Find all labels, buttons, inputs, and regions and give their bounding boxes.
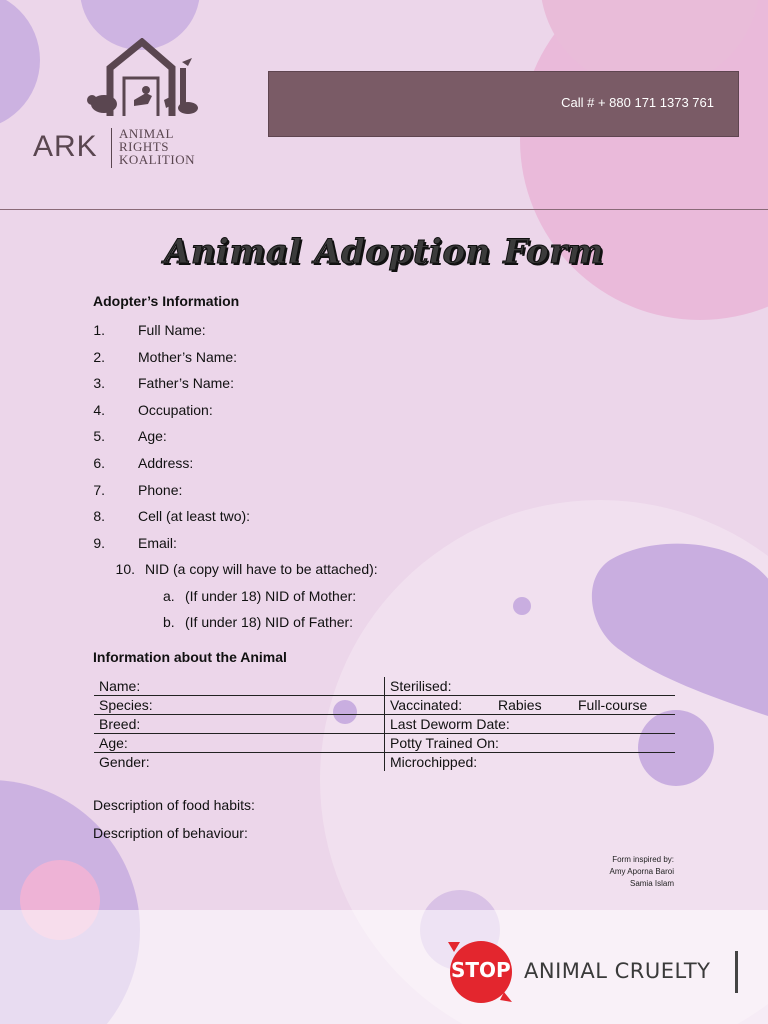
footer-bar bbox=[735, 951, 738, 993]
header-divider bbox=[0, 209, 768, 210]
table-row: Breed: Last Deworm Date: bbox=[94, 715, 675, 734]
food-habits-label: Description of food habits: bbox=[93, 797, 255, 813]
logo-separator bbox=[111, 128, 112, 168]
animal-info-table bbox=[94, 677, 675, 771]
behaviour-label: Description of behaviour: bbox=[93, 825, 248, 841]
animal-heading: Information about the Animal bbox=[93, 649, 287, 665]
ark-logo bbox=[30, 38, 220, 173]
page-title: Animal Adoption Form bbox=[163, 232, 605, 272]
call-number: Call # + 880 171 1373 761 bbox=[561, 95, 714, 110]
stop-label: STOP bbox=[451, 958, 511, 982]
logo-brand: ARK bbox=[33, 130, 98, 163]
table-row: Age: Potty Trained On: bbox=[94, 734, 675, 753]
credits: Form inspired by: Amy Aporna Baroi Samia Islam bbox=[609, 855, 674, 888]
house-animals-icon bbox=[60, 38, 210, 118]
logo-subtitle: ANIMAL RIGHTS KOALITION bbox=[119, 126, 195, 167]
adopter-heading: Adopter’s Information bbox=[93, 293, 240, 309]
table-row: Species: Vaccinated: Rabies Full-course bbox=[94, 696, 675, 715]
table-row: Name: Sterilised: bbox=[94, 677, 675, 696]
call-box bbox=[268, 71, 739, 137]
slogan: ANIMAL CRUELTY bbox=[524, 959, 711, 983]
table-row: Gender: Microchipped: bbox=[94, 753, 675, 772]
